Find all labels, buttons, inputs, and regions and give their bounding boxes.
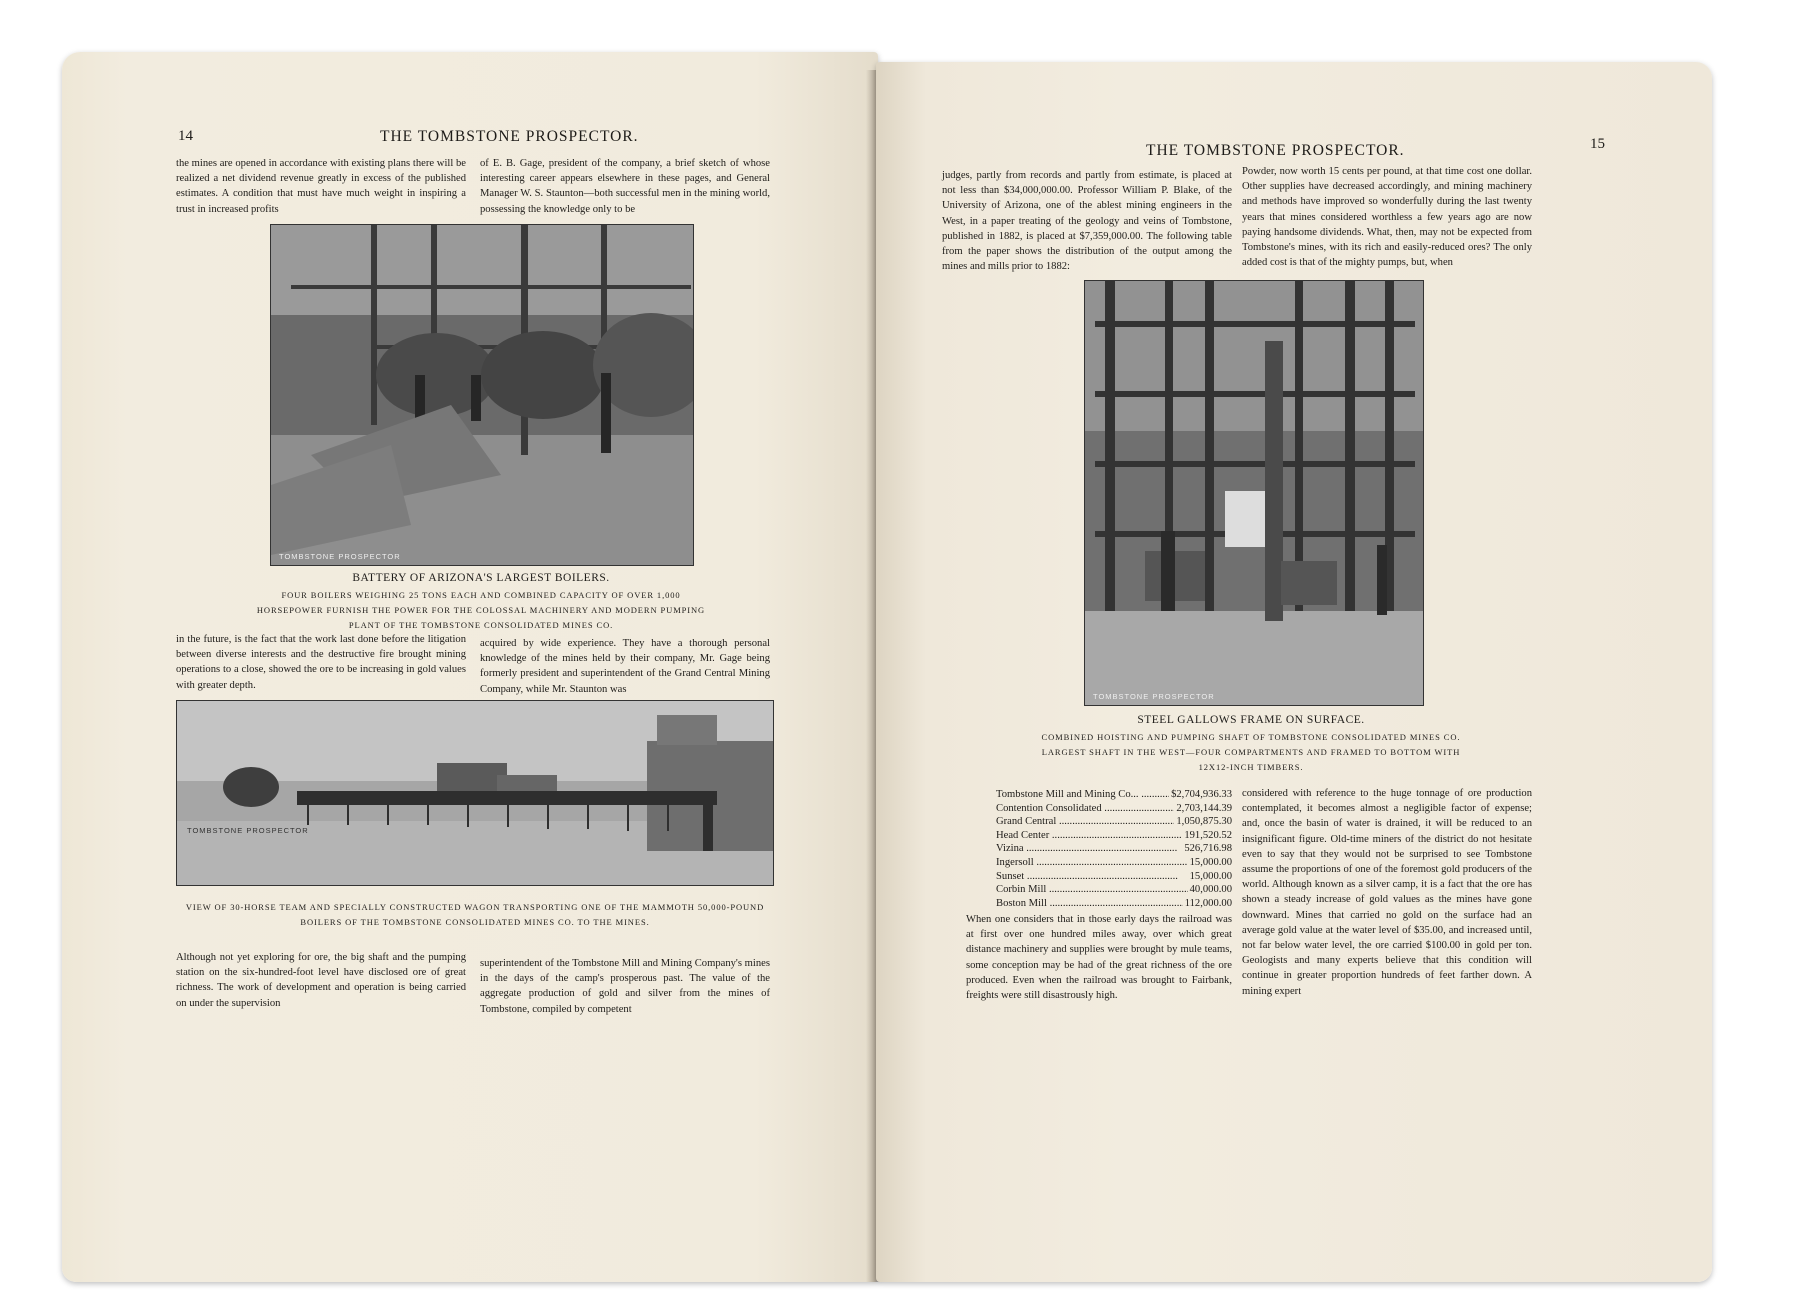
output-table-row <box>996 788 1232 802</box>
right-col2-bottom-text: considered with reference to the huge tonnage of ore production contemplated, it becomes almost a negligible factor of expense; and, once the basin of water is drained, it will be reduced to an insignificant figure. Old-time miners of the district do not hesitate even to say that they would not be surprised to see Tombstone assume the proportions of one of the foremost gold producers of the world. Although known as a silver camp, it is a fact that the ore has shown a steady increase of gold values as the mines have gone downward. Mines that carried no gold on the surface had an average gold value at the water level of $35.00, and increased until, not far below water level, the ore carried $100.00 in gold per ton. Geologists and many experts believe that this condition will continue in greater proportion hundreds of feet farther down. A mining expert <box>1242 788 1532 997</box>
boilers-illustration <box>271 225 693 565</box>
mine-amount: 112,000.00 <box>1184 897 1232 909</box>
mine-name: Grand Central ..... <box>996 815 1174 829</box>
output-table-row <box>996 802 1232 816</box>
right-col1-bottom-text: When one considers that in those early days the railroad was at first over one hundred miles away, over which great distance machinery and supplies were brought by mule teams, some conception may be had of the great richness of the ore produced. Even when the railroad was brought to Fairbank, freights were still disastrously high. <box>966 914 1232 1002</box>
left-col1-mid <box>176 632 466 693</box>
right-page <box>876 62 1712 1282</box>
output-table-row <box>996 897 1232 911</box>
mine-name: Boston Mill ..... <box>996 897 1183 911</box>
mine-name: Contention Consolidated ..... <box>996 802 1174 816</box>
gallows-caption-text: COMBINED HOISTING AND PUMPING SHAFT OF TOMBSTONE CONSOLIDATED MINES CO. LARGEST SHAFT IN THE WEST—FOUR COMPARTMENTS AND FRAMED TO BOTTOM WITH 12X12-INCH TIMBERS. <box>1041 732 1461 772</box>
gallows-frame-illustration <box>1085 281 1423 705</box>
left-col2-bottom <box>480 956 770 1017</box>
horse-team-photo-credit: TOMBSTONE PROSPECTOR <box>187 826 309 835</box>
mine-amount: $2,704,936.33 <box>1171 789 1232 800</box>
right-col2-top-text: Powder, now worth 15 cents per pound, at that time cost one dollar. Other supplies have decreased accordingly, and mining machinery and methods have improved so wonderfully during the last twenty years that mines considered worthless a few years ago are now paying handsome dividends. What, then, may not be expected from Tombstone's mines, with its rich and easily-reduced ores? The only added cost is that of the mighty pumps, but, when <box>1242 166 1532 269</box>
mine-amount: 526,716.98 <box>1184 843 1232 855</box>
horse-team-illustration <box>177 701 773 885</box>
left-col1-top <box>176 156 466 217</box>
page-number-left: 14 <box>178 128 193 144</box>
output-table-row <box>996 815 1232 829</box>
mine-name: Vizina ..... <box>996 842 1177 856</box>
mine-amount: 1,050,875.30 <box>1176 816 1232 828</box>
mine-amount: 2,703,144.39 <box>1176 802 1232 814</box>
output-table-row <box>996 856 1232 870</box>
horse-team-photo <box>176 700 774 886</box>
page-number-right: 15 <box>1590 136 1605 152</box>
mine-name: Sunset ..... <box>996 870 1178 884</box>
gallows-frame-photo <box>1084 280 1424 706</box>
boilers-caption-text: FOUR BOILERS WEIGHING 25 TONS EACH AND COMBINED CAPACITY OF OVER 1,000 HORSEPOWER FURNISH THE POWER FOR THE COLOSSAL MACHINERY AND MODERN PUMPING PLANT OF THE TOMBSTONE CONSOLIDATED MINES CO. <box>256 590 706 630</box>
left-col2-top <box>480 156 770 217</box>
left-col2-bottom-text: superintendent of the Tombstone Mill and Mining Company's mines in the days of the camp's prosperous past. The value of the aggregate production of gold and silver from the mines of Tombstone, compiled by competent <box>480 958 770 1015</box>
right-col1-top-text: judges, partly from records and partly from estimate, is placed at not less than $34,000,000.00. Professor William P. Blake, of the University of Arizona, one of the ablest mining engineers in the West, in a paper treating of the geology and veins of Tombstone, published in 1882, is placed at $7,359,000.00. The following table from the paper shows the distribution of the output among the mines and mills prior to 1882: <box>942 170 1232 273</box>
horse-team-caption-text: VIEW OF 30-HORSE TEAM AND SPECIALLY CONSTRUCTED WAGON TRANSPORTING ONE OF THE MAMMOTH 50,000-POUND BOILERS OF THE TOMBSTONE CONSOLIDATED MINES CO. TO THE MINES. <box>185 902 765 927</box>
left-page <box>62 52 878 1282</box>
mine-amount: 40,000.00 <box>1189 884 1232 896</box>
right-col2-bottom <box>1242 786 1532 999</box>
mine-amount: 15,000.00 <box>1189 870 1232 882</box>
left-col1-top-text: the mines are opened in accordance with existing plans there will be realized a net dividend revenue greatly in excess of the published estimates. A condition that must have much weight in inspiring a trust in increased profits <box>176 158 466 215</box>
mine-name: Head Center ..... <box>996 829 1182 843</box>
output-table-row <box>996 842 1232 856</box>
left-col2-mid-text: acquired by wide experience. They have a thorough personal knowledge of the mines held by their company, Mr. Gage being formerly president and superintendent of the Grand Central Mining Company, while Mr. Staunton was <box>480 638 770 695</box>
mine-amount: 191,520.52 <box>1184 829 1232 841</box>
mine-amount: 15,000.00 <box>1189 856 1232 868</box>
left-col2-top-text: of E. B. Gage, president of the company, a brief sketch of whose interesting career appears elsewhere in these pages, and General Manager W. S. Staunton—both successful men in the mining world, possessing the knowledge only to be <box>480 158 770 215</box>
running-head-left: THE TOMBSTONE PROSPECTOR. <box>380 128 639 145</box>
gallows-frame-photo-credit: TOMBSTONE PROSPECTOR <box>1093 692 1215 701</box>
mine-name: Ingersoll ..... <box>996 856 1187 870</box>
boilers-photo <box>270 224 694 566</box>
boilers-photo-credit: TOMBSTONE PROSPECTOR <box>279 552 401 561</box>
left-col1-bottom-text: Although not yet exploring for ore, the big shaft and the pumping station on the six-hundred-foot level have disclosed ore of great richness. The work of development and operation is being carried on under the supervision <box>176 952 466 1009</box>
output-table <box>996 788 1232 910</box>
output-table-row <box>996 870 1232 884</box>
left-col1-bottom <box>176 950 466 1011</box>
left-col2-mid <box>480 636 770 697</box>
mine-name: Corbin Mill ..... <box>996 883 1188 897</box>
boilers-caption-title: BATTERY OF ARIZONA'S LARGEST BOILERS. <box>352 572 610 584</box>
right-col1-top <box>942 168 1232 274</box>
running-head-right: THE TOMBSTONE PROSPECTOR. <box>1146 142 1405 159</box>
output-table-row <box>996 883 1232 897</box>
gallows-caption-title: STEEL GALLOWS FRAME ON SURFACE. <box>1137 714 1365 726</box>
right-col1-bottom <box>966 912 1232 1003</box>
output-table-row <box>996 829 1232 843</box>
right-col2-top <box>1242 164 1532 270</box>
mine-name: Tombstone Mill and Mining Co... ..... <box>996 788 1169 802</box>
left-col1-mid-text: in the future, is the fact that the work last done before the litigation between diverse interests and the destructive fire brought mining operations to a close, showed the ore to be increasing in gold values with greater depth. <box>176 634 466 691</box>
